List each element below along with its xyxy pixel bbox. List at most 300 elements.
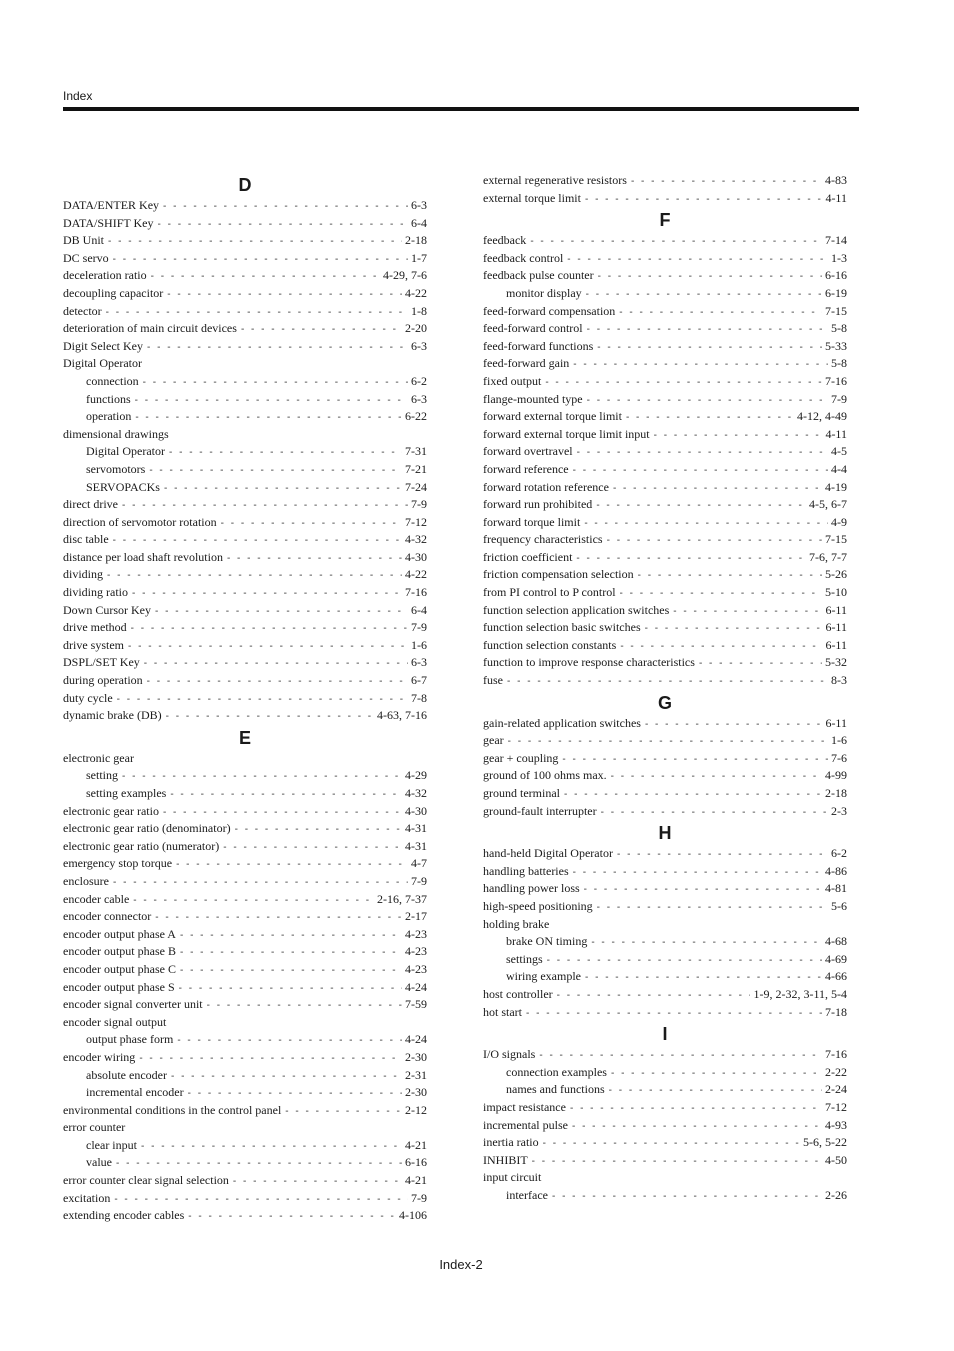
index-entry (63, 496, 427, 514)
index-entry (63, 267, 427, 285)
entry-term: direct drive (63, 497, 118, 512)
dot-leader (584, 881, 822, 898)
index-entry (63, 873, 427, 891)
entry-term: brake ON timing (506, 934, 588, 949)
index-subentry (63, 767, 427, 785)
dot-leader (147, 673, 408, 690)
entry-term: ground-fault interrupter (483, 803, 597, 818)
entry-term: handling batteries (483, 863, 569, 878)
entry-term: DATA/ENTER Key (63, 198, 160, 212)
entry-pages: 4-99 (825, 768, 847, 783)
entry-term: connection examples (506, 1064, 607, 1079)
entry-term: function selection constants (483, 637, 617, 652)
dot-leader (188, 1085, 402, 1102)
index-entry (63, 1119, 427, 1137)
index-entry (63, 891, 427, 909)
entry-pages: 6-4 (411, 215, 427, 230)
index-subentry (63, 373, 427, 391)
entry-pages: 4-22 (405, 567, 427, 582)
dot-leader (626, 409, 794, 426)
entry-term: clear input (86, 1137, 137, 1152)
entry-pages: 1-9, 2-32, 3-11, 5-4 (753, 986, 847, 1001)
index-entry (63, 1014, 427, 1032)
entry-term: DC servo (63, 250, 109, 265)
entry-term: deterioration of main circuit devices (63, 321, 237, 336)
index-entry (63, 619, 427, 637)
index-entry (63, 197, 427, 215)
entry-pages: 6-3 (411, 391, 427, 406)
entry-pages: 8-3 (831, 673, 847, 688)
dot-leader (613, 480, 822, 497)
dot-leader (180, 927, 402, 944)
index-entry (63, 320, 427, 338)
entry-pages: 2-18 (405, 233, 427, 248)
entry-pages: 2-24 (825, 1082, 847, 1097)
index-entry (483, 373, 847, 391)
index-entry (483, 479, 847, 497)
dot-leader (177, 1032, 402, 1049)
index-entry (483, 250, 847, 268)
index-entry (63, 820, 427, 838)
entry-pages: 6-22 (405, 409, 427, 424)
index-subentry (483, 933, 847, 951)
dot-leader (573, 864, 822, 881)
dot-leader (587, 392, 828, 409)
entry-pages: 7-15 (825, 303, 847, 318)
dot-leader (155, 909, 402, 926)
index-entry (63, 426, 427, 444)
entry-term: forward overtravel (483, 444, 573, 459)
entry-pages: 1-7 (411, 250, 427, 265)
entry-term: feed-forward control (483, 321, 583, 336)
dot-leader (167, 286, 402, 303)
index-subentry (483, 1187, 847, 1205)
entry-pages: 5-32 (825, 655, 847, 670)
entry-pages: 2-30 (405, 1085, 427, 1100)
entry-pages: 5-6 (831, 898, 847, 913)
dot-leader (596, 497, 806, 514)
entry-term: function selection application switches (483, 602, 670, 617)
dot-leader (584, 515, 828, 532)
entry-term: dynamic brake (DB) (63, 708, 162, 723)
entry-term: incremental pulse (483, 1117, 568, 1132)
dot-leader (573, 356, 828, 373)
entry-pages: 7-16 (825, 1047, 847, 1062)
entry-term: incremental encoder (86, 1085, 184, 1100)
index-entry (483, 531, 847, 549)
entry-term: feedback (483, 233, 527, 248)
entry-term: frequency characteristics (483, 532, 603, 547)
entry-term: settings (506, 951, 543, 966)
index-entry (63, 514, 427, 532)
dot-leader (699, 655, 822, 672)
index-subentry (63, 479, 427, 497)
dot-leader (151, 268, 380, 285)
entry-pages: 5-8 (831, 356, 847, 371)
entry-term: electronic gear ratio (denominator) (63, 821, 231, 836)
entry-term: DATA/SHIFT Key (63, 215, 154, 230)
entry-term: during operation (63, 673, 143, 688)
entry-pages: 2-22 (825, 1064, 847, 1079)
entry-term: fuse (483, 673, 503, 688)
index-entry (63, 996, 427, 1014)
entry-term: setting examples (86, 786, 167, 800)
section-letter: I (662, 1024, 668, 1045)
entry-pages: 4-4 (831, 461, 847, 476)
index-entry (483, 514, 847, 532)
dot-leader (508, 733, 828, 750)
index-entry (63, 943, 427, 961)
index-entry (63, 215, 427, 233)
index-entry (63, 654, 427, 672)
dot-leader (597, 899, 828, 916)
entry-pages: 4-66 (825, 969, 847, 984)
index-subentry (483, 951, 847, 969)
entry-term: direction of servomotor rotation (63, 514, 217, 529)
index-entry (483, 732, 847, 750)
dot-leader (539, 1047, 822, 1064)
index-entry (63, 803, 427, 821)
index-entry (483, 172, 847, 190)
index-entry (63, 838, 427, 856)
dot-leader (113, 532, 402, 549)
entry-term: hot start (483, 1004, 522, 1019)
index-entry (483, 898, 847, 916)
entry-term: extending encoder cables (63, 1208, 185, 1223)
dot-leader (131, 620, 408, 637)
index-entry (63, 926, 427, 944)
entry-pages: 2-12 (405, 1102, 427, 1117)
entry-term: function to improve response characteristics (483, 655, 695, 670)
entry-pages: 2-17 (405, 909, 427, 924)
entry-pages: 7-31 (405, 444, 427, 459)
index-entry (63, 1102, 427, 1120)
entry-pages: 4-31 (405, 838, 427, 853)
entry-term: distance per load shaft revolution (63, 549, 223, 564)
index-column-right (483, 172, 847, 1204)
index-entry (483, 1004, 847, 1022)
entry-term: decoupling capacitor (63, 285, 164, 300)
entry-pages: 1-3 (831, 250, 847, 265)
dot-leader (576, 550, 806, 567)
dot-leader (530, 233, 822, 250)
entry-pages: 5-26 (825, 567, 847, 582)
dot-leader (564, 786, 822, 803)
index-entry (483, 1099, 847, 1117)
section-letter: E (238, 727, 251, 748)
entry-pages: 7-9 (411, 1190, 427, 1205)
entry-pages: 7-18 (825, 1004, 847, 1019)
index-entry (63, 1049, 427, 1067)
index-entry (483, 767, 847, 785)
entry-pages: 7-21 (405, 461, 427, 476)
index-entry (63, 566, 427, 584)
entry-term: disc table (63, 532, 109, 547)
entry-pages: 4-32 (405, 786, 427, 800)
entry-pages: 4-19 (825, 479, 847, 494)
dot-leader (188, 1208, 396, 1225)
index-entry (63, 355, 427, 373)
dot-leader (106, 304, 408, 321)
entry-term: Digit Select Key (63, 338, 143, 353)
entry-term: excitation (63, 1190, 111, 1205)
entry-pages: 5-33 (825, 338, 847, 353)
index-subentry (63, 443, 427, 461)
entry-pages: 7-9 (411, 620, 427, 635)
section-letter: D (238, 175, 252, 195)
entry-term: encoder output phase A (63, 926, 176, 941)
index-entry (483, 338, 847, 356)
dot-leader (552, 1188, 822, 1205)
index-entry (483, 584, 847, 602)
entry-term: encoder output phase B (63, 944, 176, 959)
entry-term: DSPL/SET Key (63, 655, 140, 670)
dot-leader (169, 444, 402, 461)
entry-term: setting (86, 768, 118, 783)
entry-pages: 4-5 (831, 444, 847, 459)
entry-pages: 6-11 (825, 602, 847, 617)
index-entry (483, 602, 847, 620)
entry-pages: 7-8 (411, 690, 427, 705)
dot-leader (598, 268, 822, 285)
dot-leader (586, 286, 822, 303)
entry-pages: 4-9 (831, 514, 847, 529)
entry-term: external regenerative resistors (483, 173, 627, 187)
entry-pages: 6-4 (411, 602, 427, 617)
entry-pages: 7-9 (411, 497, 427, 512)
dot-leader (573, 462, 828, 479)
entry-pages: 1-6 (831, 733, 847, 748)
entry-term: deceleration ratio (63, 268, 147, 283)
index-entry (483, 1134, 847, 1152)
dot-leader (107, 567, 402, 584)
index-entry (483, 880, 847, 898)
entry-term: handling power loss (483, 881, 580, 896)
index-entry (483, 566, 847, 584)
dot-leader (155, 603, 408, 620)
index-entry (483, 750, 847, 768)
entry-pages: 6-16 (825, 268, 847, 283)
entry-pages: 7-12 (405, 514, 427, 529)
dot-leader (620, 585, 822, 602)
dot-leader (285, 1103, 402, 1120)
dot-leader (547, 952, 822, 969)
dot-leader (180, 962, 402, 979)
index-entry (483, 715, 847, 733)
index-subentry (63, 391, 427, 409)
entry-term: ground of 100 ohms max. (483, 768, 607, 783)
entry-term: encoder output phase S (63, 979, 175, 994)
entry-term: connection (86, 373, 139, 388)
dot-leader (171, 1068, 402, 1085)
dot-leader (507, 673, 828, 690)
entry-term: error counter clear signal selection (63, 1173, 229, 1188)
index-entry (483, 190, 847, 208)
entry-term: feed-forward gain (483, 356, 570, 371)
index-entry (483, 1169, 847, 1187)
dot-leader (164, 480, 402, 497)
index-entry (63, 250, 427, 268)
dot-leader (114, 1191, 408, 1208)
dot-leader (645, 620, 823, 637)
entry-term: environmental conditions in the control panel (63, 1102, 282, 1117)
index-entry (483, 637, 847, 655)
index-subentry (63, 1067, 427, 1085)
dot-leader (587, 321, 828, 338)
index-entry (483, 267, 847, 285)
entry-pages: 2-26 (825, 1187, 847, 1202)
entry-term: dividing ratio (63, 585, 128, 600)
section-letter: G (657, 692, 672, 713)
index-entry (63, 1190, 427, 1208)
entry-pages: 4-21 (405, 1137, 427, 1152)
entry-term: external torque limit (483, 190, 581, 205)
dot-leader (158, 216, 409, 233)
entry-term: friction coefficient (483, 549, 573, 564)
index-subentry (63, 1084, 427, 1102)
index-entry (483, 672, 847, 690)
dot-leader (241, 321, 402, 338)
entry-term: dividing (63, 567, 104, 582)
dot-leader (597, 339, 822, 356)
index-entry (63, 1207, 427, 1225)
index-entry (483, 803, 847, 821)
dot-leader (631, 173, 822, 190)
entry-pages: 2-3 (831, 803, 847, 818)
dot-leader (609, 1082, 822, 1099)
entry-term: friction compensation selection (483, 567, 634, 582)
dot-leader (135, 392, 408, 409)
index-entry (483, 619, 847, 637)
dot-leader (180, 944, 402, 961)
dot-leader (223, 839, 402, 856)
entry-term: forward run prohibited (483, 497, 593, 512)
dot-leader (577, 444, 828, 461)
dot-leader (144, 655, 408, 672)
index-subentry (483, 968, 847, 986)
section-letter: F (659, 210, 671, 231)
entry-term: output phase form (86, 1032, 174, 1047)
index-entry (63, 707, 427, 725)
dot-leader (620, 638, 822, 655)
dot-leader (585, 191, 822, 208)
index-entry (483, 916, 847, 934)
entry-pages: 4-32 (405, 532, 427, 547)
dot-leader (179, 980, 402, 997)
index-entry (63, 750, 427, 768)
entry-pages: 2-30 (405, 1049, 427, 1064)
entry-pages: 4-30 (405, 803, 427, 818)
entry-term: value (86, 1155, 112, 1170)
entry-pages: 6-11 (825, 715, 847, 730)
entry-pages: 4-23 (405, 944, 427, 959)
index-entry (63, 232, 427, 250)
entry-pages: 4-83 (825, 173, 847, 187)
entry-pages: 4-30 (405, 549, 427, 564)
entry-term: operation (86, 409, 132, 424)
page-number: Index-2 (439, 1257, 483, 1272)
entry-pages: 2-18 (825, 786, 847, 800)
entry-term: SERVOPACKs (86, 479, 160, 494)
index-entry (483, 845, 847, 863)
dot-leader (526, 1005, 822, 1022)
entry-pages: 7-16 (825, 373, 847, 388)
index-entry (483, 654, 847, 672)
entry-pages: 5-10 (825, 585, 847, 600)
dot-leader (673, 603, 822, 620)
dot-leader (139, 1050, 402, 1067)
index-entry (63, 285, 427, 303)
dot-leader (570, 1100, 822, 1117)
entry-term: absolute encoder (86, 1067, 167, 1082)
entry-pages: 7-9 (411, 873, 427, 888)
entry-pages: 4-24 (405, 979, 427, 994)
entry-pages: 6-11 (825, 637, 847, 652)
entry-term: enclosure (63, 873, 109, 888)
index-entry (63, 549, 427, 567)
entry-pages: 6-7 (411, 673, 427, 688)
index-entry (63, 690, 427, 708)
dot-leader (611, 1065, 822, 1082)
dot-leader (135, 409, 402, 426)
entry-pages: 7-16 (405, 585, 427, 600)
entry-pages: 4-23 (405, 926, 427, 941)
entry-pages: 6-11 (825, 620, 847, 635)
index-subentry (63, 1137, 427, 1155)
entry-term: from PI control to P control (483, 585, 616, 600)
dot-leader (147, 339, 408, 356)
entry-term: wiring example (506, 969, 581, 984)
entry-term: functions (86, 391, 131, 406)
entry-pages: 7-14 (825, 233, 847, 248)
entry-pages: 4-50 (825, 1152, 847, 1167)
dot-leader (617, 846, 828, 863)
index-entry (63, 338, 427, 356)
entry-term: Digital Operator (86, 444, 165, 459)
index-entry (483, 785, 847, 803)
entry-pages: 4-7 (411, 856, 427, 871)
entry-term: forward torque limit (483, 514, 581, 529)
entry-term: gain-related application switches (483, 715, 641, 730)
index-subentry (483, 1081, 847, 1099)
entry-term: monitor display (506, 285, 582, 300)
dot-leader (585, 969, 822, 986)
index-entry (63, 637, 427, 655)
dot-leader (113, 251, 408, 268)
entry-term: encoder wiring (63, 1049, 136, 1064)
entry-pages: 7-12 (825, 1099, 847, 1114)
dot-leader (128, 638, 408, 655)
dot-leader (233, 1173, 402, 1190)
entry-pages: 2-31 (405, 1067, 427, 1082)
entry-pages: 7-24 (405, 479, 427, 494)
index-subentry (63, 1154, 427, 1172)
dot-leader (122, 497, 408, 514)
entry-pages: 4-93 (825, 1117, 847, 1132)
dot-leader (170, 786, 402, 803)
dot-leader (141, 1138, 402, 1155)
entry-term: drive method (63, 620, 127, 635)
entry-term: impact resistance (483, 1099, 566, 1114)
index-entry (483, 408, 847, 426)
running-head: Index (63, 89, 93, 103)
dot-leader (132, 585, 402, 602)
entry-term: function selection basic switches (483, 620, 641, 635)
dot-leader (562, 751, 828, 768)
entry-pages: 6-2 (831, 846, 847, 861)
entry-pages: 6-3 (411, 198, 427, 212)
dot-leader (591, 934, 822, 951)
